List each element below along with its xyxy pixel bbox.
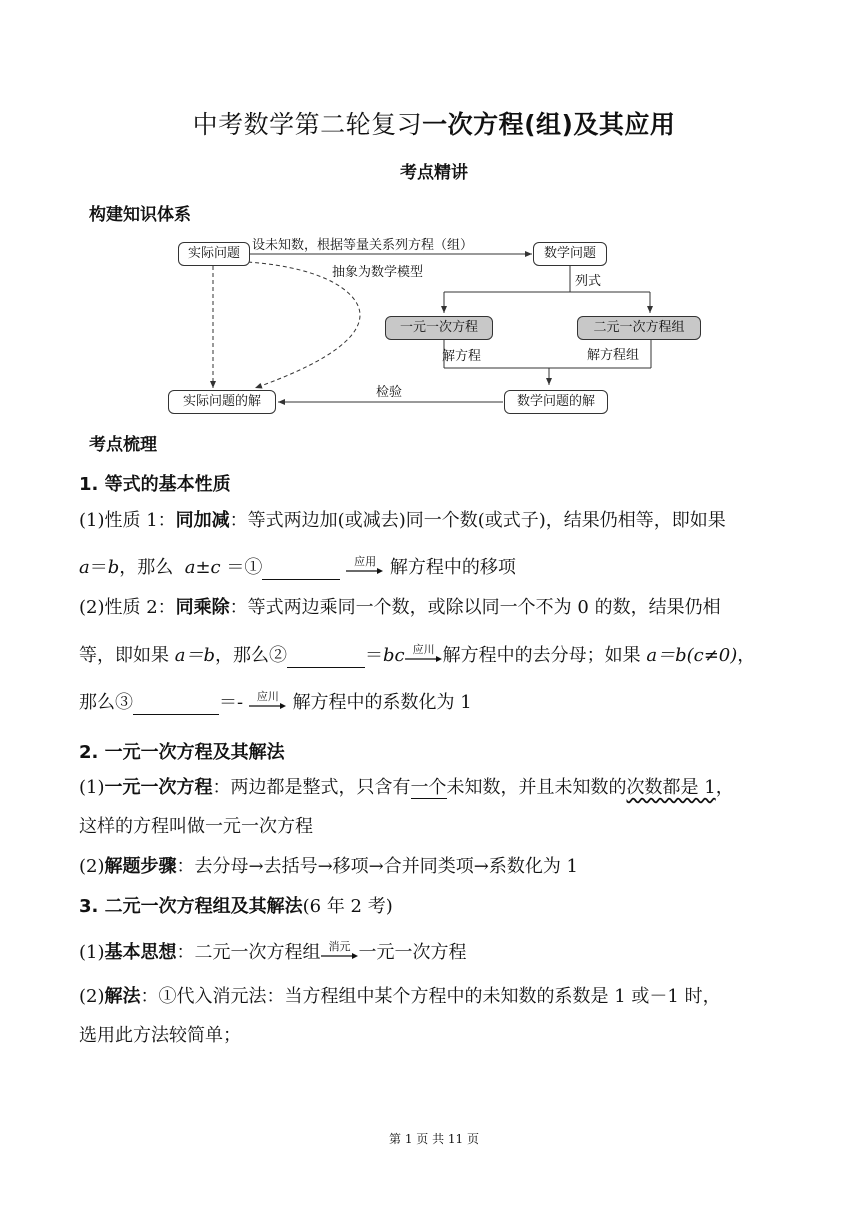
apply-arrow-1-label: 应用	[354, 555, 377, 568]
comma: ，	[737, 645, 756, 666]
expr-bc: bc	[383, 645, 405, 666]
blank-2-marker: ，那么②	[215, 645, 287, 666]
apply-arrow-2	[405, 644, 443, 668]
sec1-p2-bold: 同乘除	[175, 597, 230, 618]
box-two-var-system: 二元一次方程组	[577, 316, 701, 340]
diagram-lines	[0, 0, 868, 430]
sec2-p2-text: ：去分母→去括号→移项→合并同类项→系数化为 1	[176, 856, 579, 877]
sec2-p1-text-b: 未知数，并且未知数的	[446, 777, 627, 798]
dashed-arrow-curve	[248, 262, 360, 388]
sec2-p1-bold: 一元一次方程	[104, 777, 213, 798]
sec1-p2-l3-apply: 解方程中的系数化为 1	[292, 692, 472, 713]
label-solve-equation: 解方程	[442, 349, 482, 364]
page-footer: 第 1 页 共 11 页	[389, 1132, 479, 1146]
title-plain: 中考数学第二轮复习	[192, 110, 423, 139]
sec2-p1-line1	[79, 776, 734, 800]
box-real-problem: 实际问题	[178, 242, 250, 266]
sec2-p2-prefix: (2)	[79, 856, 105, 877]
blank-2	[287, 647, 365, 668]
sec3-p2-line2: 选用此方法较简单；	[79, 1025, 241, 1046]
sec3-heading: 3. 二元一次方程组及其解法	[79, 896, 303, 917]
sec3-p1-end: 一元一次方程	[358, 942, 467, 963]
box-one-var-equation: 一元一次方程	[385, 316, 493, 340]
box-math-solution: 数学问题的解	[504, 390, 608, 414]
sec3-p1-text: ：二元一次方程组	[176, 942, 321, 963]
sec1-p2-line3	[79, 691, 472, 715]
sec3-p2-text: ：①代入消元法：当方程组中某个方程中的未知数的系数是 1 或－1 时，	[140, 986, 721, 1007]
then-text: ，那么	[119, 557, 174, 578]
sec1-heading: 1. 等式的基本性质	[79, 474, 231, 495]
sec1-p1-apply: 解方程中的移项	[389, 557, 516, 578]
sec1-p1-line1	[79, 509, 726, 533]
label-abstract-model: 抽象为数学模型	[332, 265, 424, 280]
var-b: b	[107, 557, 120, 578]
blank-1	[262, 559, 340, 580]
label-set-unknown: 设未知数，根据等量关系列方程（组）	[252, 238, 474, 253]
sec2-p2-bold: 解题步骤	[104, 856, 177, 877]
sec2-p2	[79, 855, 578, 879]
box-real-solution: 实际问题的解	[168, 390, 276, 414]
box-math-problem: 数学问题	[533, 242, 607, 266]
sec2-p1-text-c: ，	[715, 777, 734, 798]
eq-sign-2: ＝	[365, 645, 383, 666]
apply-arrow-1	[346, 556, 384, 580]
eliminate-arrow	[321, 941, 359, 965]
sec2-p1-underline-1: 一个	[410, 777, 447, 798]
sec2-p1-prefix: (1)	[79, 777, 105, 798]
page-subtitle: 考点精讲	[400, 163, 468, 183]
eq-sign-3: ＝-	[219, 692, 244, 713]
label-list-equation: 列式	[575, 274, 602, 289]
blank-3-marker: 那么③	[79, 692, 133, 713]
sec3-p1	[79, 941, 467, 965]
sec3-heading-row	[79, 895, 393, 919]
var-a: a	[79, 557, 90, 578]
apply-arrow-3	[249, 691, 287, 715]
sec3-p2-prefix: (2)	[79, 986, 105, 1007]
label-check: 检验	[376, 385, 403, 400]
label-solve-system: 解方程组	[587, 348, 640, 363]
sec2-p1-line2: 这样的方程叫做一元一次方程	[79, 816, 313, 837]
sec2-heading: 2. 一元一次方程及其解法	[79, 742, 285, 763]
sec1-p1-line2	[79, 556, 516, 580]
sec1-p2-l2-apply: 解方程中的去分母；如果	[442, 645, 641, 666]
sec1-p1-bold: 同加减	[175, 510, 230, 531]
sec2-p1-underline-2: 次数都是 1	[626, 777, 716, 798]
blank-1-marker: ＝①	[226, 557, 263, 578]
points-heading: 考点梳理	[89, 435, 157, 455]
sec3-p1-prefix: (1)	[79, 942, 105, 963]
sec1-p2-l2-a: 等，即如果	[79, 645, 169, 666]
eliminate-arrow-label: 消元	[328, 940, 351, 953]
sec1-p2-line2	[79, 644, 755, 668]
sec1-p2-l2-expr: a＝b	[174, 645, 215, 666]
apply-arrow-3-label: 应川	[256, 690, 279, 703]
apply-arrow-2-label: 应川	[412, 643, 435, 656]
expr-a-pm-c: a±c	[184, 557, 221, 578]
sec1-p1-prefix: (1)性质 1：	[79, 510, 176, 531]
cond-c-ne-0: a＝b(c≠0)	[646, 645, 738, 666]
sec2-p1-text-a: ：两边都是整式，只含有	[212, 777, 411, 798]
sec1-p2-prefix: (2)性质 2：	[79, 597, 176, 618]
sec1-p1-text: ：等式两边加(或减去)同一个数(或式子)，结果仍相等，即如果	[229, 510, 726, 531]
sec3-heading-note: (6 年 2 考)	[302, 896, 393, 917]
blank-3	[133, 694, 219, 715]
sec1-p2-text: ：等式两边乘同一个数，或除以同一个不为 0 的数，结果仍相	[229, 597, 721, 618]
sec3-p2-bold: 解法	[104, 986, 141, 1007]
title-bold: 一次方程(组)及其应用	[422, 110, 676, 139]
knowledge-heading: 构建知识体系	[89, 205, 191, 225]
sec3-p2-line1	[79, 985, 721, 1009]
eq-sign: ＝	[89, 557, 108, 578]
sec3-p1-bold: 基本思想	[104, 942, 177, 963]
sec1-p2-line1	[79, 596, 721, 620]
